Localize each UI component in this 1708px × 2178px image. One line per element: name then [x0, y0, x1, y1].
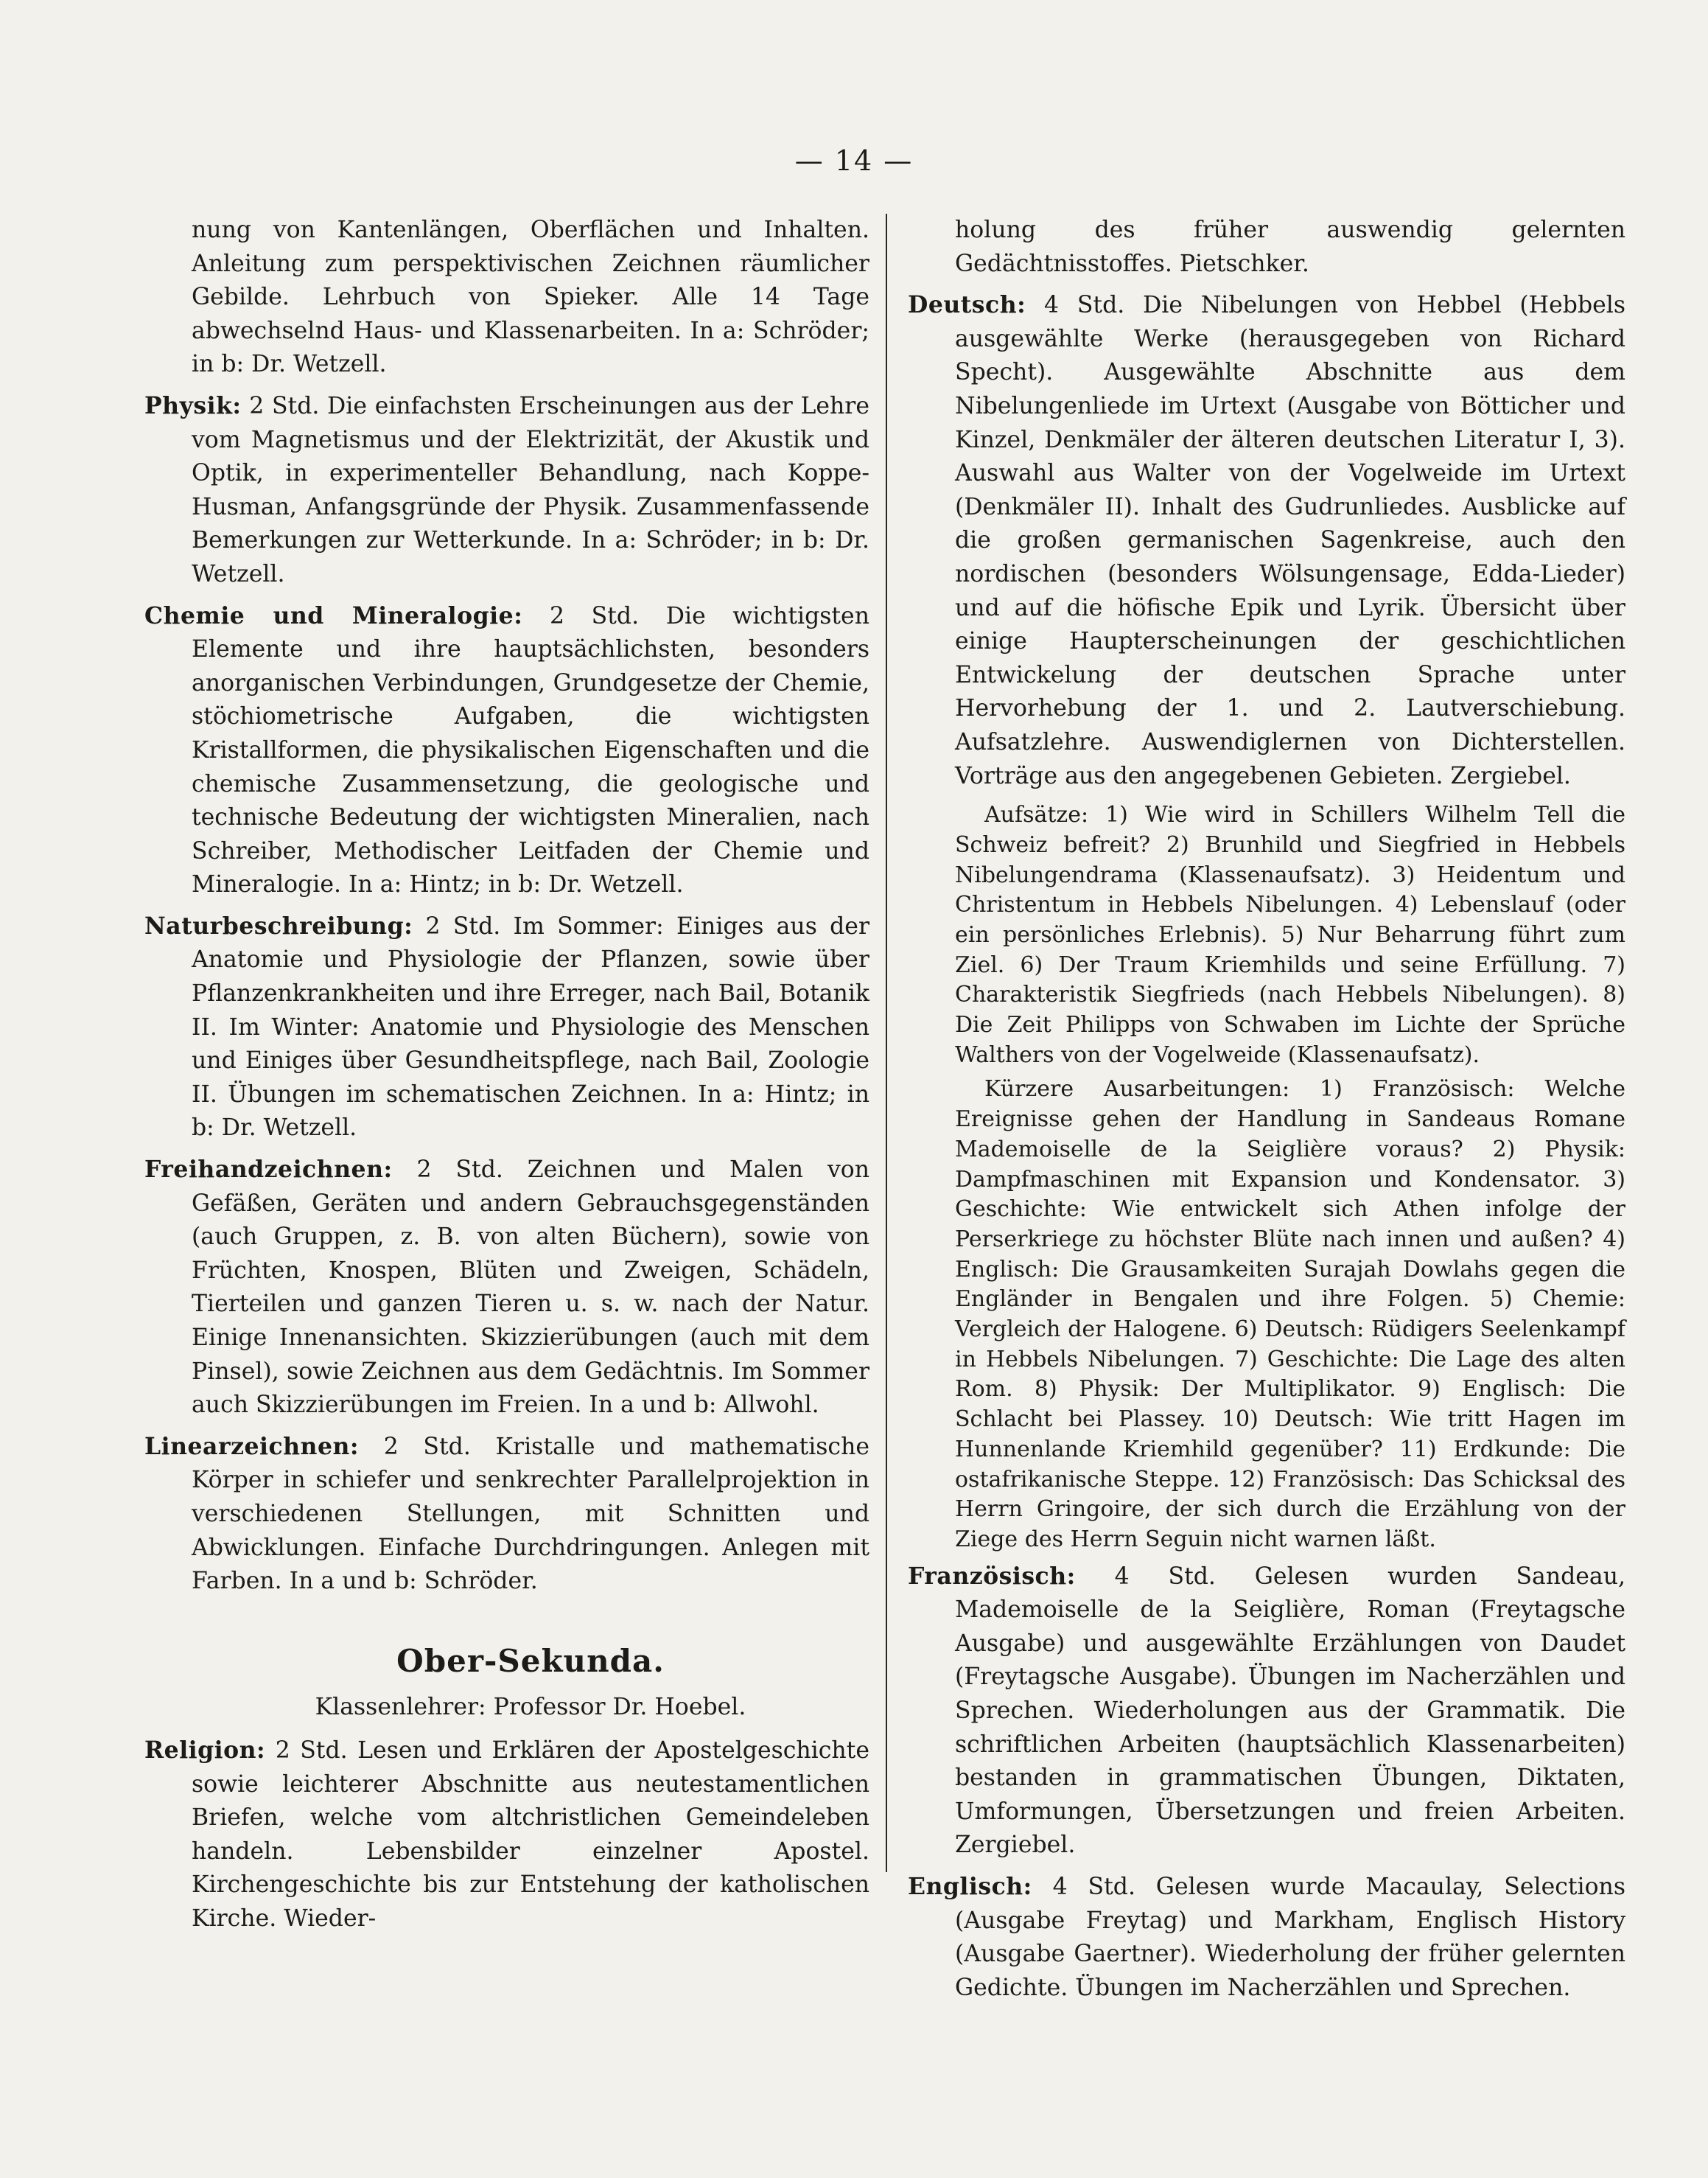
subject-text: 2 Std. Im Sommer: Einiges aus der Anatomie und Physiologie der Pflanzen, sowie über Pflanzenkrankheiten und ihre Erreger, nach Bail, Botanik II. Im Winter: Anatomie und Physiologie des Menschen und Einiges über Gesundheitspflege, nach Bail, Zoologie II. Übungen im schematischen Zeichnen. In a: Hintz; in b: Dr. Wetzell. — [192, 912, 869, 1142]
section-title: Ober-Sekunda. — [396, 1642, 665, 1679]
subject-franzoesisch — [908, 1560, 1625, 1863]
right-column — [908, 214, 1625, 2012]
subject-naturbeschreibung — [144, 910, 869, 1145]
intro-paragraph: nung von Kantenlängen, Oberflächen und Inhalten. Anleitung zum perspektivischen Zeichnen räumlicher Gebilde. Lehrbuch von Spieker. Alle 14 Tage abwechselnd Haus- und Klassenarbeiten. In a: Schröder; in b: Dr. Wetzell. — [192, 217, 869, 378]
page-number: — 14 — — [794, 144, 914, 177]
subject-heading: Freihandzeichnen: — [144, 1156, 393, 1184]
subject-text: 4 Std. Gelesen wurden Sandeau, Mademoiselle de la Seiglière, Roman (Freytagsche Ausgabe) und ausgewählte Erzählungen von Daudet (Freytagsche Ausgabe). Übungen im Nacherzählen und Sprechen. Wiederholungen aus der Grammatik. Die schriftlichen Arbeiten (hauptsächlich Klassenarbeiten) bestanden in grammatischen Übungen, Diktaten, Umformungen, Übersetzungen und freien Arbeiten. Zergiebel. — [955, 1563, 1626, 1859]
subject-physik — [144, 389, 869, 592]
kuerzere-ausarbeitungen-list: Kürzere Ausarbeitungen: 1) Französisch: Welche Ereignisse gehen der Handlung in Sandeaus Romane Mademoiselle de la Seiglière voraus? 2) Physik: Dampfmaschinen mit Expansion und Kondensator. 3) Geschichte: Wie entwickelt sich Athen infolge der Perserkriege zu höchster Blüte nach innen und außen? 4) Englisch: Die Grausamkeiten Surajah Dowlahs gegen die Engländer in Bengalen und ihre Folgen. 5) Chemie: Vergleich der Halogene. 6) Deutsch: Rüdigers Seelenkampf in Hebbels Nibelungen. 7) Geschichte: Die Lage des alten Rom. 8) Physik: Der Multiplikator. 9) Englisch: Die Schlacht bei Plassey. 10) Deutsch: Wie tritt Hagen im Hunnenlande Kriemhild gegenüber? 11) Erdkunde: Die ostafrikanische Steppe. 12) Französisch: Das Schicksal des Herrn Gringoire, der sich durch die Erzählung von der Ziege des Herrn Seguin nicht warnen läßt. — [955, 1076, 1625, 1552]
subject-text: 2 Std. Zeichnen und Malen von Gefäßen, Geräten und andern Gebrauchsgegenständen (auch Gruppen, z. B. von alten Büchern), sowie von Früchten, Knospen, Blüten und Zweigen, Schädeln, Tierteilen und ganzen Tieren u. s. w. nach der Natur. Einige Innenansichten. Skizzierübungen (auch mit dem Pinsel), sowie Zeichnen aus dem Gedächtnis. Im Sommer auch Skizzierübungen im Freien. In a und b: Allwohl. — [192, 1156, 870, 1419]
subject-heading: Französisch: — [908, 1562, 1076, 1590]
subject-text: 4 Std. Gelesen wurde Macaulay, Selections (Ausgabe Freytag) und Markham, Englisch History (Ausgabe Gaertner). Wiederholung der früher gelernten Gedichte. Übungen im Nacherzählen und Sprechen. — [955, 1874, 1626, 2001]
subject-text: 2 Std. Die wichtigsten Elemente und ihre hauptsächlichsten, besonders anorganischen Verbindungen, Grundgesetze der Chemie, stöchiometrische Aufgaben, die wichtigsten Kristallformen, die physikalischen Eigenschaften und die chemische Zusammensetzung, die geologische und technische Bedeutung der wichtigsten Mineralien, nach Schreiber, Methodischer Leitfaden der Chemie und Mineralogie. In a: Hintz; in b: Dr. Wetzell. — [192, 602, 869, 898]
subject-heading: Naturbeschreibung: — [144, 912, 413, 940]
subject-freihandzeichnen — [144, 1153, 869, 1423]
column-divider — [886, 214, 887, 1872]
subject-heading: Physik: — [144, 391, 242, 419]
religion-continuation: holung des früher auswendig gelernten Gedächtnisstoffes. Pietschker. — [955, 217, 1625, 277]
subject-heading: Chemie und Mineralogie: — [144, 601, 523, 629]
subject-heading: Englisch: — [908, 1873, 1032, 1901]
subject-text: 2 Std. Die einfachsten Erscheinungen aus der Lehre vom Magnetismus und der Elektrizität, der Akustik und Optik, in experimenteller Behandlung, nach Koppe-Husman, Anfangsgründe der Physik. Zusammenfassende Bemerkungen zur Wetterkunde. In a: Schröder; in b: Dr. Wetzell. — [192, 392, 869, 587]
subject-chemie — [144, 599, 869, 902]
subject-heading: Linearzeichnen: — [144, 1432, 360, 1460]
subject-heading: Religion: — [144, 1736, 266, 1764]
aufsaetze-list: Aufsätze: 1) Wie wird in Schillers Wilhelm Tell die Schweiz befreit? 2) Brunhild und Siegfried in Hebbels Nibelungendrama (Klassenaufsatz). 3) Heidentum und Christentum in Hebbels Nibelungen. 4) Lebenslauf (oder ein persönliches Erlebnis). 5) Nur Beharrung führt zum Ziel. 6) Der Traum Kriemhilds und seine Erfüllung. 7) Charakteristik Siegfrieds (nach Hebbels Nibelungen). 8) Die Zeit Philipps von Schwaben im Lichte der Sprüche Walthers von der Vogelweide (Klassenaufsatz). — [955, 802, 1625, 1068]
subject-text: 2 Std. Kristalle und mathematische Körper in schiefer und senkrechter Parallelprojektion in verschiedenen Stellungen, mit Schnitten und Abwicklungen. Einfache Durchdringungen. Anlegen mit Farben. In a und b: Schröder. — [192, 1433, 870, 1595]
subject-text: 2 Std. Lesen und Erklären der Apostelgeschichte sowie leichterer Abschnitte aus neutestamentlichen Briefen, welche vom altchristlichen Gemeindeleben handeln. Lebensbilder einzelner Apostel. Kirchengeschichte bis zur Entstehung der katholischen Kirche. Wieder- — [192, 1737, 869, 1932]
subject-heading: Deutsch: — [908, 291, 1026, 319]
subject-englisch — [908, 1870, 1625, 2005]
class-teacher: Klassenlehrer: Professor Dr. Hoebel. — [315, 1694, 746, 1721]
subject-linearzeichnen — [144, 1430, 869, 1599]
left-column — [144, 214, 869, 1944]
subject-deutsch — [908, 288, 1625, 793]
subject-religion — [144, 1734, 869, 1936]
subject-text: 4 Std. Die Nibelungen von Hebbel (Hebbels ausgewählte Werke (herausgegeben von Richard Specht). Ausgewählte Abschnitte aus dem Nibelungenliede im Urtext (Ausgabe von Bötticher und Kinzel, Denkmäler der älteren deutschen Literatur I, 3). Auswahl aus Walter von der Vogelweide im Urtext (Denkmäler II). Inhalt des Gudrunliedes. Ausblicke auf die großen germanischen Sagenkreise, auch den nordischen (besonders Wölsungensage, Edda-Lieder) und auf die höfische Epik und Lyrik. Übersicht über einige Haupterscheinungen der geschichtlichen Entwickelung der deutschen Sprache unter Hervorhebung der 1. und 2. Lautverschiebung. Aufsatzlehre. Auswendiglernen von Dichterstellen. Vorträge aus den angegebenen Gebieten. Zergiebel. — [955, 292, 1625, 789]
